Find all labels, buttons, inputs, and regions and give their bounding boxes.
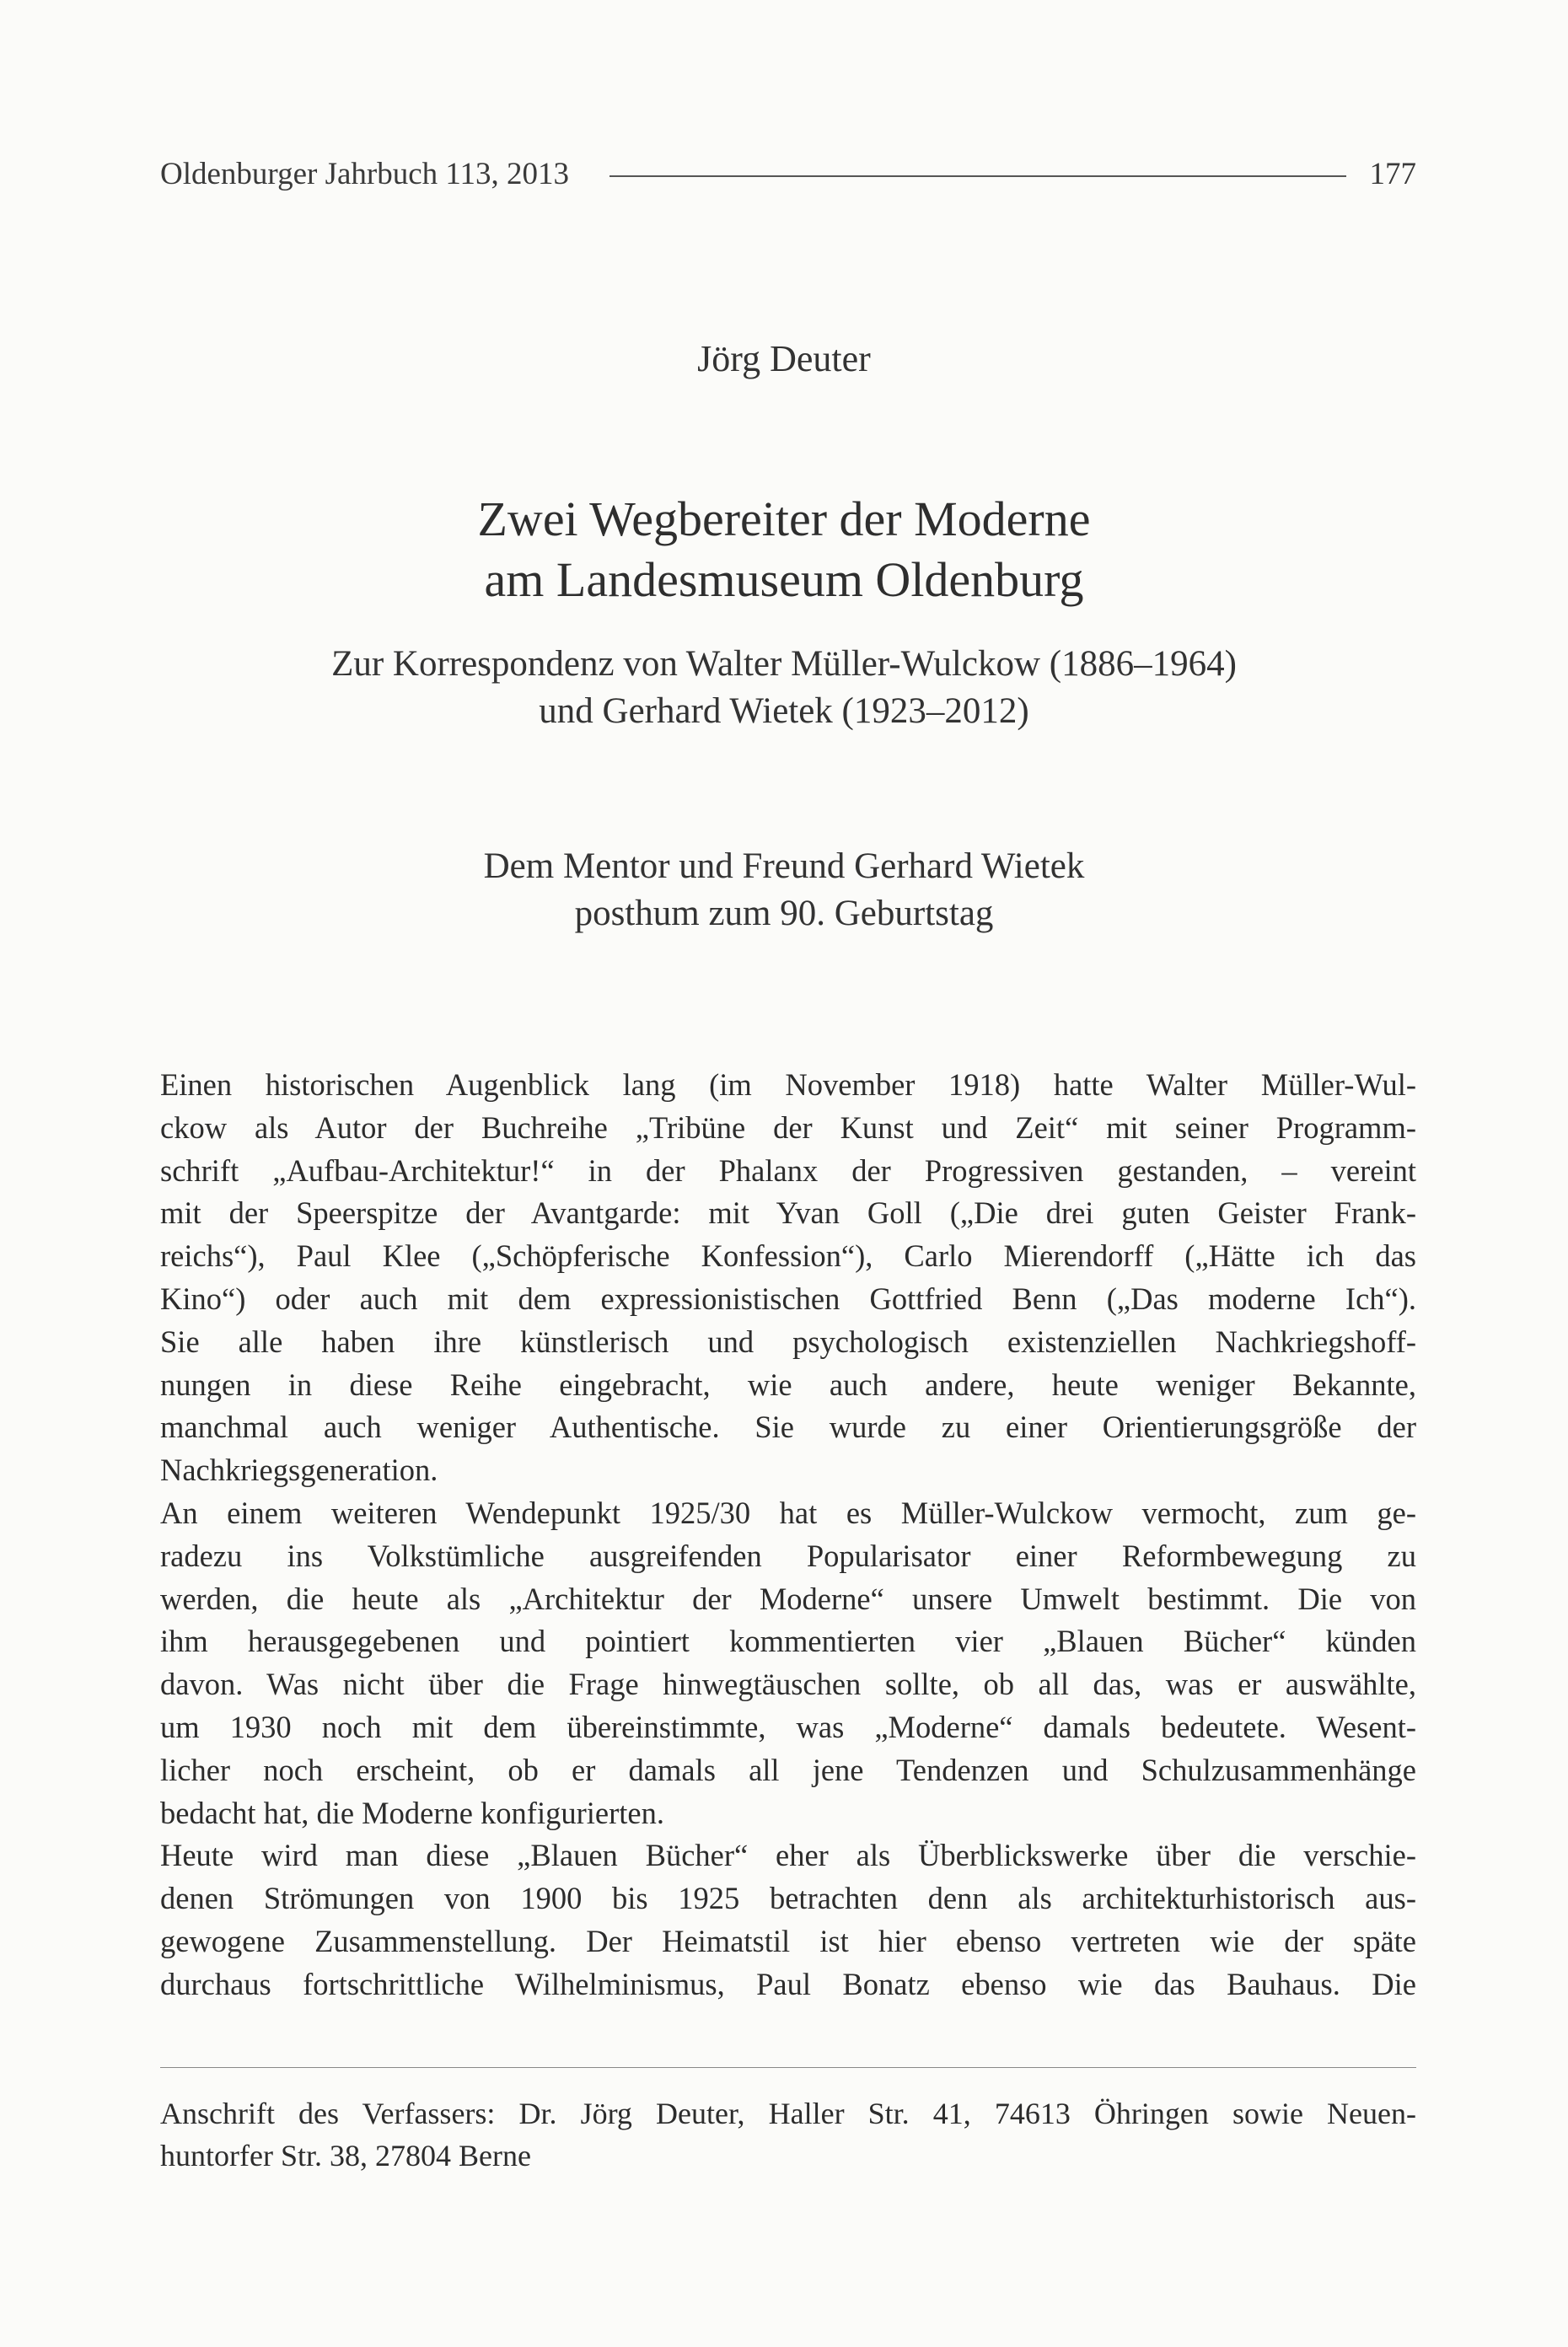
body-line: Nachkriegsgeneration. (160, 1453, 438, 1488)
author-name: Jörg Deuter (697, 338, 871, 379)
body-line: bedacht hat, die Moderne konfigurierten. (160, 1795, 664, 1830)
footnote-line: huntorfer Str. 38, 27804 Berne (160, 2139, 531, 2172)
journal-title: Oldenburger Jahrbuch 113, 2013 (160, 156, 570, 191)
body-line: Heute wird man diese „Blauen Bücher“ eher als Überblickswerke über die verschie- (160, 1838, 1416, 1873)
body-line: licher noch erscheint, ob er damals all jene Tendenzen und Schulzusammenhänge (160, 1752, 1416, 1787)
body-line: davon. Was nicht über die Frage hinwegtäuschen sollte, ob all das, was er auswählte, (160, 1667, 1416, 1702)
body-line: ihm herausgegebenen und pointiert kommentierten vier „Blauen Bücher“ künden (160, 1624, 1416, 1659)
body-text (160, 1064, 1416, 2006)
author-address-footnote (160, 2092, 1416, 2177)
article-title (0, 489, 1568, 610)
body-line: mit der Speerspitze der Avantgarde: mit Yvan Goll („Die drei guten Geister Frank- (160, 1195, 1416, 1231)
subtitle-line: Zur Korrespondenz von Walter Müller-Wulckow (1886–1964) (331, 644, 1237, 684)
body-line: durchaus fortschrittliche Wilhelminismus, Paul Bonatz ebenso wie das Bauhaus. Die (160, 1966, 1416, 2001)
body-line: denen Strömungen von 1900 bis 1925 betrachten denn als architekturhistorisch aus- (160, 1881, 1416, 1916)
dedication-line: posthum zum 90. Geburtstag (574, 894, 994, 933)
body-line: Einen historischen Augenblick lang (im November 1918) hatte Walter Müller-Wul- (160, 1067, 1416, 1102)
body-line: radezu ins Volkstümliche ausgreifenden Popularisator einer Reformbewegung zu (160, 1538, 1416, 1573)
title-line: am Landesmuseum Oldenburg (484, 552, 1084, 607)
body-line: manchmal auch weniger Authentische. Sie wurde zu einer Orientierungsgröße der (160, 1410, 1416, 1445)
footnote-rule (160, 2067, 1416, 2068)
page-number: 177 (1369, 156, 1416, 191)
article-subtitle (0, 641, 1568, 735)
body-line: Kino“) oder auch mit dem expressionistischen Gottfried Benn („Das moderne Ich“). (160, 1281, 1416, 1316)
body-line: gewogene Zusammenstellung. Der Heimatstil ist hier ebenso vertreten wie der späte (160, 1923, 1416, 1958)
body-line: ckow als Autor der Buchreihe „Tribüne der Kunst und Zeit“ mit seiner Programm- (160, 1109, 1416, 1145)
body-line: Sie alle haben ihre künstlerisch und psychologisch existenziellen Nachkriegshoff- (160, 1324, 1416, 1359)
body-line: An einem weiteren Wendepunkt 1925/30 hat es Müller-Wulckow vermocht, zum ge- (160, 1495, 1416, 1530)
dedication (0, 843, 1568, 937)
body-line: werden, die heute als „Architektur der Moderne“ unsere Umwelt bestimmt. Die von (160, 1581, 1416, 1616)
header-rule (609, 175, 1345, 177)
dedication-line: Dem Mentor und Freund Gerhard Wietek (483, 846, 1085, 886)
body-line: reichs“), Paul Klee („Schöpferische Konfession“), Carlo Mierendorff („Hätte ich das (160, 1238, 1416, 1274)
subtitle-line: und Gerhard Wietek (1923–2012) (539, 691, 1029, 731)
title-line: Zwei Wegbereiter der Moderne (477, 491, 1091, 546)
body-line: nungen in diese Reihe eingebracht, wie auch andere, heute weniger Bekannte, (160, 1367, 1416, 1402)
running-head (160, 152, 1416, 196)
body-line: um 1930 noch mit dem übereinstimmte, was „Moderne“ damals bedeutete. Wesent- (160, 1709, 1416, 1744)
footnote-line: Anschrift des Verfassers: Dr. Jörg Deuter, Haller Str. 41, 74613 Öhringen sowie Neuen- (160, 2097, 1416, 2130)
body-line: schrift „Aufbau-Architektur!“ in der Phalanx der Progressiven gestanden, – vereint (160, 1152, 1416, 1188)
